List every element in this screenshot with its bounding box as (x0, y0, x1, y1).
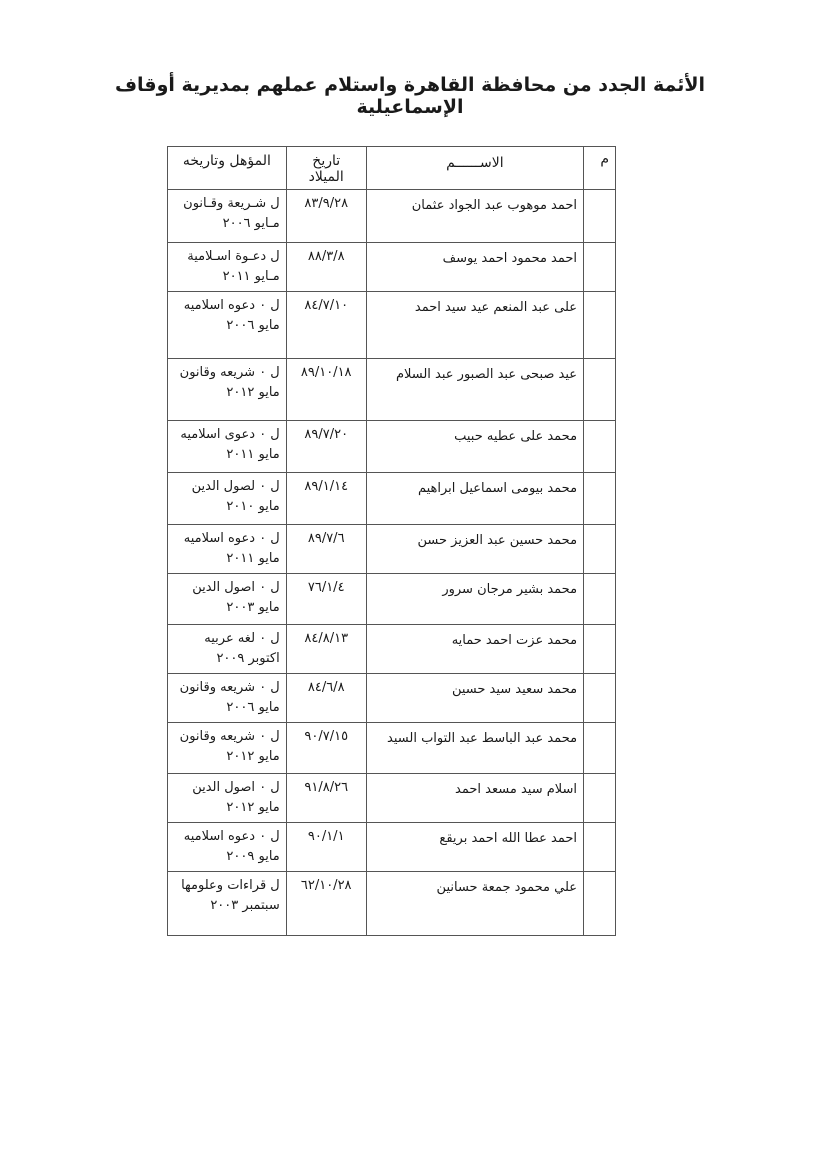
birth-date: ٨٤/٦/٨ (286, 674, 366, 723)
table-row (168, 674, 616, 723)
row-number (584, 872, 616, 936)
imam-name: محمد سعيد سيد حسين (366, 674, 583, 723)
header-birth-date: تاريخ الميلاد (286, 147, 366, 190)
table-row (168, 359, 616, 421)
birth-date: ٨٤/٨/١٣ (286, 625, 366, 674)
row-number (584, 359, 616, 421)
row-number (584, 823, 616, 872)
qualification: ل ٠ لصول الدين مايو ٢٠١٠ (168, 473, 287, 525)
table-row (168, 625, 616, 674)
qualification: ل ٠ شريعه وقانون مايو ٢٠١٢ (168, 359, 287, 421)
birth-date: ٨٩/٧/٦ (286, 525, 366, 574)
table-row (168, 774, 616, 823)
imam-name: احمد موهوب عبد الجواد عثمان (366, 190, 583, 243)
birth-date: ٨٨/٣/٨ (286, 243, 366, 292)
birth-date: ٨٩/١٠/١٨ (286, 359, 366, 421)
row-number (584, 574, 616, 625)
qualification: ل ٠ لغه عربيه اكتوبر ٢٠٠٩ (168, 625, 287, 674)
row-number (584, 421, 616, 473)
imam-name: محمد بشير مرجان سرور (366, 574, 583, 625)
qualification: ل ٠ دعوه اسلاميه مايو ٢٠١١ (168, 525, 287, 574)
birth-date: ٩٠/١/١ (286, 823, 366, 872)
birth-date: ٨٣/٩/٢٨ (286, 190, 366, 243)
table-row (168, 723, 616, 774)
header-name: الاســــــم (366, 147, 583, 190)
qualification: ل دعـوة اسـلامية مـايو ٢٠١١ (168, 243, 287, 292)
document-title: الأئمة الجدد من محافظة القاهرة واستلام عملهم بمديرية أوقاف الإسماعيلية (114, 74, 706, 118)
birth-date: ٧٦/١/٤ (286, 574, 366, 625)
row-number (584, 723, 616, 774)
imam-name: احمد محمود احمد يوسف (366, 243, 583, 292)
table-header-row (168, 147, 616, 190)
imam-name: محمد عزت احمد حمايه (366, 625, 583, 674)
header-number: م (584, 147, 616, 190)
qualification: ل ٠ شريعه وقانون مايو ٢٠١٢ (168, 723, 287, 774)
table-row (168, 421, 616, 473)
row-number (584, 243, 616, 292)
row-number (584, 774, 616, 823)
qualification: ل ٠ دعوى اسلاميه مايو ٢٠١١ (168, 421, 287, 473)
imam-name: محمد على عطيه حبيب (366, 421, 583, 473)
imam-name: محمد بيومى اسماعيل ابراهيم (366, 473, 583, 525)
birth-date: ٨٩/١/١٤ (286, 473, 366, 525)
imams-table (167, 146, 616, 936)
imam-name: علي محمود جمعة حسانين (366, 872, 583, 936)
imam-name: محمد حسين عبد العزيز حسن (366, 525, 583, 574)
table-row (168, 525, 616, 574)
table-row (168, 190, 616, 243)
imam-name: محمد عبد الباسط عبد التواب السيد (366, 723, 583, 774)
table-row (168, 292, 616, 359)
imam-name: على عبد المنعم عيد سيد احمد (366, 292, 583, 359)
row-number (584, 473, 616, 525)
table-row (168, 473, 616, 525)
birth-date: ٨٤/٧/١٠ (286, 292, 366, 359)
row-number (584, 190, 616, 243)
row-number (584, 625, 616, 674)
birth-date: ٩٠/٧/١٥ (286, 723, 366, 774)
birth-date: ٨٩/٧/٢٠ (286, 421, 366, 473)
row-number (584, 292, 616, 359)
table-row (168, 823, 616, 872)
header-qualification: المؤهل وتاريخه (168, 147, 287, 190)
birth-date: ٩١/٨/٢٦ (286, 774, 366, 823)
qualification: ل ٠ دعوه اسلاميه مايو ٢٠٠٦ (168, 292, 287, 359)
qualification: ل ٠ دعوه اسلاميه مايو ٢٠٠٩ (168, 823, 287, 872)
qualification: ل ٠ اصول الدين مايو ٢٠١٢ (168, 774, 287, 823)
qualification: ل ٠ شريعه وقانون مايو ٢٠٠٦ (168, 674, 287, 723)
imam-name: احمد عطا الله احمد بريقع (366, 823, 583, 872)
row-number (584, 674, 616, 723)
table-row (168, 872, 616, 936)
table-row (168, 243, 616, 292)
birth-date: ٦٢/١٠/٢٨ (286, 872, 366, 936)
table-row (168, 574, 616, 625)
imam-name: عيد صبحى عبد الصبور عبد السلام (366, 359, 583, 421)
qualification: ل قراءات وعلومها سبتمبر ٢٠٠٣ (168, 872, 287, 936)
qualification: ل شـريعة وقـانون مـايو ٢٠٠٦ (168, 190, 287, 243)
qualification: ل ٠ اصول الدين مايو ٢٠٠٣ (168, 574, 287, 625)
row-number (584, 525, 616, 574)
imam-name: اسلام سيد مسعد احمد (366, 774, 583, 823)
